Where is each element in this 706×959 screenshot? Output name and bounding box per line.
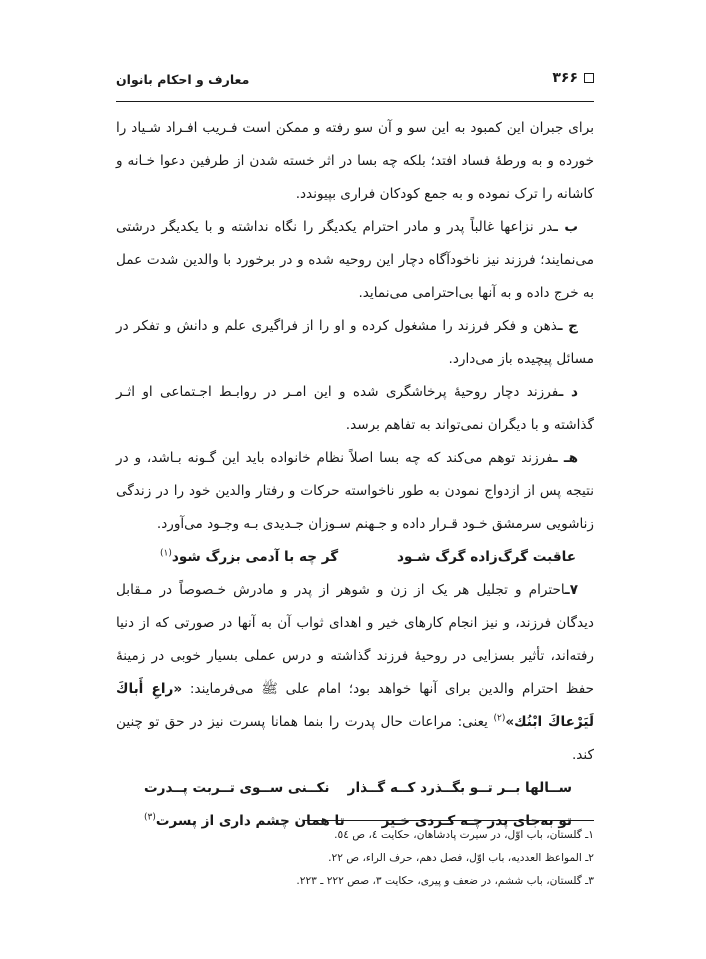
verse-hemistich: عاقبت گرگ‌زاده گرگ شـود — [397, 549, 576, 565]
item-marker: هـ ـ — [553, 450, 579, 466]
page-header — [116, 70, 594, 96]
footnote: ١ـ گلستان، باب اوّل، در سیرت پادشاهان، حکایت ٤، ص ٥٤. — [334, 829, 594, 841]
footnote: ٣ـ گلستان، باب ششم، در ضعف و پیری، حکایت ٣، صص ٢٢٢ ـ ٢٢٣. — [296, 875, 594, 887]
footnote-ref: (٣) — [144, 812, 156, 823]
running-title: معارف و احکام بانوان — [116, 72, 250, 87]
paragraph-h: هـ ـفرزند توهم می‌کند که چه بسا اصلاً نظام خانواده باید این گـونه بـاشد، و در نتیجه پس از ازدواج نمودن به طور ناخواسته حرکات و رفتار والدین خود را در زندگی زناشویی سرمشق خـود قـرار داده و جـهنم سـوزان جـدیدی بـه وجـود می‌آورد. — [116, 450, 594, 532]
paragraph-7: ٧ـاحترام و تجلیل هر یک از زن و شوهر از پدر و مادرش خـصوصاً در مـقابل دیدگان فرزند، و نیز انجام کارهای خیر و اهدای ثواب آن به آنها در صورتی که از دنیا رفته‌اند، تأثیر بسزایی در روحیهٔ فرزند گذاشته و درس عملی بسیار خوبی در زمینهٔ حفظ احترام والدین برای آنها خواهد بود؛ امام علی ﷺ می‌فرمایند: «راعِ أَباكَ لَيَرْعاكَ ابْنُك»$^{(٢)}$ یعنی: مراعات حال پدرت را بنما همانا پسرت نیز در حق تو چنین کند. — [116, 582, 595, 763]
page-number: ٣۶۶ — [552, 70, 578, 86]
item-marker: ب ـ — [553, 219, 578, 235]
main-text — [116, 112, 594, 838]
verse-hemistich: نکــنی ســوی تــربت پــدرت — [144, 780, 330, 796]
page-number-group — [552, 70, 594, 86]
footnote-ref: (١) — [160, 548, 172, 559]
verse-hemistich: تا همان چشم داری از پسرت$^{(٣)}$ — [144, 812, 345, 829]
verse-couplet — [116, 541, 594, 574]
paragraph-b: ب ـدر نزاعها غالباً پدر و مادر احترام یکدیگر را نگاه نداشته و با یکدیگر درشتی می‌نمایند؛ فرزند نیز ناخودآگاه دچار این روحیه شده و در برخورد با والدین شدت عمل به خرج داده و به آنها بی‌احترامی می‌نماید. — [116, 219, 594, 301]
footnote: ٢ـ المواعظ العددیه، باب اوّل، فصل دهم، حرف الراء، ص ٢٢. — [328, 852, 594, 864]
hadith-quote: «راعِ أَباكَ لَيَرْعاكَ ابْنُك» — [116, 681, 595, 730]
item-marker: د ـ — [558, 384, 578, 400]
verse-hemistich: تو به‌جای پدر چـه کـردی خـیر — [381, 813, 572, 829]
paragraph-j: ج ـذهن و فکر فرزند را مشغول کرده و او را از فراگیری علم و دانش و تفکر در مسائل پیچیده باز می‌دارد. — [116, 318, 594, 367]
item-marker: ٧ـ — [565, 582, 578, 598]
footnote-ref: (٢) — [493, 713, 506, 724]
square-bullet-icon — [584, 73, 594, 83]
item-marker: ج ـ — [557, 318, 578, 334]
verse-hemistich: ســالها بــر تــو بگــذرد کــه گــذار — [347, 780, 572, 796]
footnote-divider — [304, 820, 594, 821]
verse-couplet — [116, 772, 594, 805]
header-divider — [116, 101, 594, 102]
footnotes — [116, 824, 594, 893]
verse-hemistich: گر چه با آدمی بزرگ شود$^{(١)}$ — [160, 548, 339, 565]
paragraph: برای جبران این کمبود به این سو و آن سو رفته و ممکن است فـریب افـراد شـیاد را خورده و به ورطهٔ فساد افتد؛ بلکه چه بسا در اثر خسته شدن از طرفین دعوا خـانه و کاشانه را ترک نموده و به جمع کودکان فراری بپیوندد. — [116, 120, 594, 202]
paragraph-d: د ـفرزند دچار روحیهٔ پرخاشگری شده و این امـر در روابـط اجـتماعی او اثـر گذاشته و با دیگران نمی‌تواند به تفاهم برسد. — [116, 384, 594, 433]
